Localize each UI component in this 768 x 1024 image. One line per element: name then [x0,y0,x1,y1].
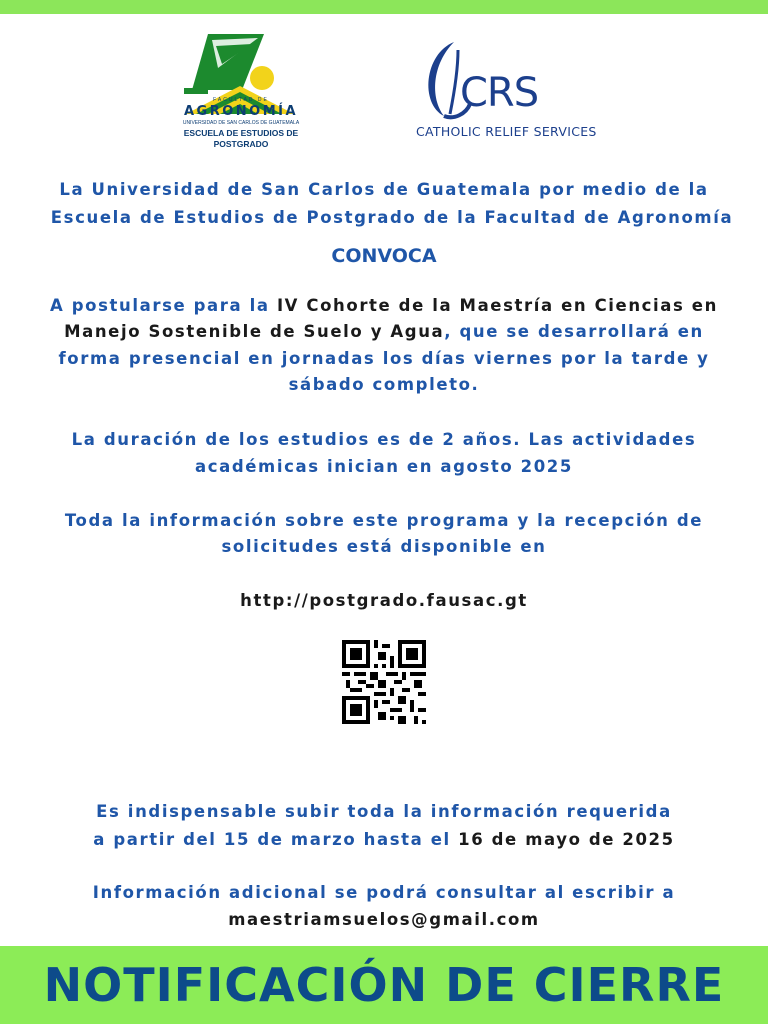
agronomia-school-line2: POSTGRADO [213,139,269,149]
closing-notice-text: NOTIFICACIÓN DE CIERRE [43,958,725,1012]
plazo-deadline: 16 de mayo de 2025 [458,830,675,849]
postular-line-4: sábado completo. [288,375,480,394]
plazo-l2-blue: a partir del 15 de marzo hasta el [93,830,459,849]
postular-line-1 [0,293,768,319]
agronomia-facultad-text: FACULTAD DE [213,97,269,103]
postular-l1-blue: A postularse para la [50,296,277,315]
postular-line-3: forma presencial en jornadas los días viernes por la tarde y [58,349,710,368]
plazo-line-2 [0,827,768,853]
top-green-bar [0,0,768,14]
duracion-line-1: La duración de los estudios es de 2 años. Las actividades [71,430,697,449]
convoca-heading: CONVOCA [331,245,437,267]
crs-name: CRS [460,70,539,116]
program-url-link[interactable]: http://postgrado.fausac.gt [240,591,528,610]
crs-subtitle: CATHOLIC RELIEF SERVICES [416,124,597,139]
closing-notice-banner [0,946,768,1024]
plazo-line-1: Es indispensable subir toda la información requerida [96,802,672,821]
postular-l2-dark: Manejo Sostenible de Suelo y Agua [64,322,445,341]
qr-code-icon[interactable] [342,640,426,724]
intro-line-2: Escuela de Estudios de Postgrado de la Facultad de Agronomía [50,208,734,227]
contact-email-link[interactable]: maestriamsuelos@gmail.com [228,910,540,929]
intro-line-1: La Universidad de San Carlos de Guatemala por medio de la [59,180,709,199]
info-line-2: solicitudes está disponible en [221,537,547,556]
postular-l1-dark: IV Cohorte de la Maestría en Ciencias en [276,296,718,315]
info-line-1: Toda la información sobre este programa y la recepción de [64,511,704,530]
agronomia-university: UNIVERSIDAD DE SAN CARLOS DE GUATEMALA [182,120,300,126]
agronomia-word: AGRONOMÍA [183,104,299,119]
postular-l2-blue: , que se desarrollará en [444,322,704,341]
agronomia-school [176,128,306,150]
duracion-line-2: académicas inician en agosto 2025 [195,457,573,476]
agronomia-school-line1: ESCUELA DE ESTUDIOS DE [183,128,299,138]
contacto-line-1: Información adicional se podrá consultar al escribir a [92,883,676,902]
postular-line-2 [0,319,768,345]
